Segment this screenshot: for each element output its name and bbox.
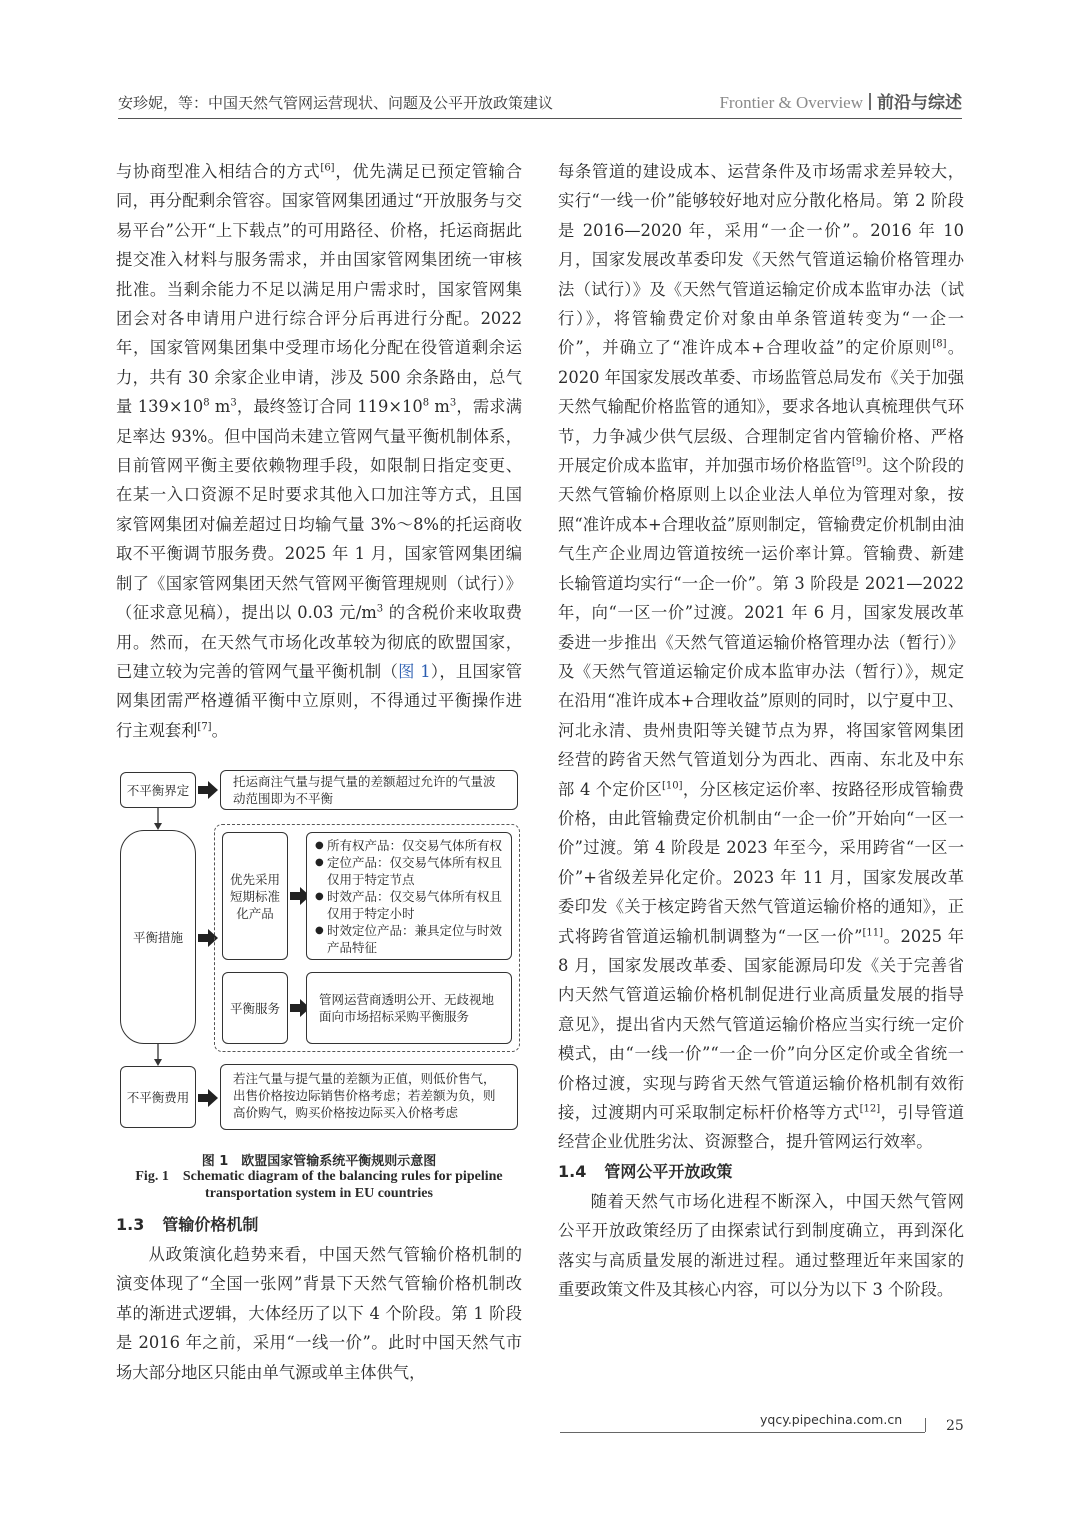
caption-en-line: transportation system in EU countries [205, 1186, 433, 1201]
header-authors-title: 安珍妮，等：中国天然气管网运营现状、问题及公平开放政策建议 [118, 94, 554, 112]
text-run: 的含税价来收取费用。然而，在天然气市场化改革较为彻底的欧盟国家，已建立较为完善的管网气量平衡机制（ [116, 603, 522, 681]
text-run: m [429, 397, 450, 417]
list-item: ● 定位产品：仅交易气体所有权且仅用于特定节点 [315, 854, 505, 888]
balancing-service-text: 管网运营商透明公开、无歧视地面向市场招标采购平衡服务 [319, 992, 495, 1024]
down-arrow-icon [154, 1044, 162, 1066]
imbalance-fee-label: 不平衡费用 [126, 1089, 190, 1105]
section-number: 1.4 [558, 1161, 587, 1181]
header-section-zh: 前沿与综述 [877, 93, 962, 113]
down-arrow-icon [154, 808, 162, 830]
section-heading-1-4 [558, 1157, 964, 1187]
header-rule [118, 118, 962, 119]
balancing-service-label: 平衡服务 [229, 1000, 280, 1016]
superscript: 3 [376, 603, 384, 615]
imbalance-definition-text-box [220, 770, 518, 810]
citation-6[interactable]: [6] [320, 162, 335, 174]
citation-12[interactable]: [12] [859, 1103, 881, 1115]
balancing-measures-label: 平衡措施 [132, 929, 183, 945]
balancing-service-text-box [306, 972, 512, 1044]
priority-products-label: 优先采用短期标准化产品 [229, 871, 280, 921]
balancing-measures-box [120, 830, 196, 1044]
footer-rule [560, 1432, 925, 1433]
paragraph: 随着天然气市场化进程不断深入，中国天然气管网公平开放政策经历了由探索试行到制度确立，再到深化落实与高质量发展的渐进过程。通过整理近年来国家的重要政策文件及其核心内容，可以分为以下 3 个阶段。 [558, 1191, 964, 1300]
page-number: 25 [946, 1418, 964, 1434]
superscript: 8 [422, 397, 430, 409]
section-number: 1.3 [116, 1215, 145, 1234]
figure-1-link[interactable]: 图 1 [398, 661, 431, 681]
text-run: 每条管道的建设成本、运营条件及市场需求差异较大，实行“一线一价”能够较好地对应分散化格局。第 2 阶段是 2016—2020 年，采用“一企一价”。2016 年 10 月，国家发展改革委印发《天然气管道运输价格管理办法（试行）》及《天然气管道运输定价成本监审办法（试行）》，将管输费定价对象由单条管道转变为“一企一价”，并确立了“准许成本+合理收益”的定价原则 [558, 162, 964, 358]
paragraph: 从政策演化趋势来看，中国天然气管输价格机制的演变体现了“全国一张网”背景下天然气管输价格机制改革的渐进式逻辑，大体经历了以下 4 个阶段。第 1 阶段是 2016 年之前，采用“一线一价”。此时中国天然气市场大部分地区只能由单气源或单主体供气， [116, 1245, 522, 1382]
text-run: 。 [211, 720, 228, 740]
citation-10[interactable]: [10] [662, 780, 683, 792]
imbalance-fee-text: 若注气量与提气量的差额为正值，则低价售气，出售价格按边际销售价格考虑；若差额为负，则高价购气，购买价格按边际买入价格考虑 [233, 1071, 496, 1120]
citation-11[interactable]: [11] [862, 927, 883, 939]
balancing-service-box [222, 972, 288, 1044]
imbalance-definition-label: 不平衡界定 [126, 782, 190, 798]
section-heading-1-3 [116, 1210, 522, 1240]
products-list [307, 833, 511, 956]
header-section-en: Frontier & Overview [719, 93, 863, 112]
running-header [118, 88, 962, 116]
citation-8[interactable]: [8] [932, 339, 947, 351]
figure-caption-zh: 图 1 欧盟国家管输系统平衡规则示意图 [201, 1154, 437, 1169]
imbalance-definition-box [120, 772, 196, 808]
imbalance-definition-text: 托运商注气量与提气量的差额超过允许的气量波动范围即为不平衡 [233, 774, 496, 806]
citation-7[interactable]: [7] [197, 721, 212, 733]
imbalance-fee-text-box [220, 1064, 518, 1130]
right-arrow-icon [198, 1088, 218, 1108]
imbalance-fee-box [120, 1066, 196, 1128]
products-list-box [306, 832, 512, 960]
section-title: 管输价格机制 [162, 1215, 259, 1234]
text-run: ，分区核定运价率、按路径形成管输费价格，由此管输费定价机制由“一企一价”开始向“一区一价”过渡。第 4 阶段是 2023 年至今，采用跨省“一区一价”+省级差异化定价。2023 年 11 月，国家发展改革委印发《关于核定跨省天然气管道运输价格的通知》，正式将跨省管道运输机制调整为“一区一价” [558, 779, 964, 946]
text-run: 。2020 年国家发展改革委、市场监管总局发布《关于加强天然气输配价格监管的通知》，要求各地认真梳理供气环节，力争减少供气层级、合理制定省内管输价格、严格开展定价成本监审，并加强市场价格监管 [558, 338, 964, 476]
superscript: 3 [449, 397, 457, 409]
paragraph [558, 157, 964, 1157]
figure-1 [116, 768, 522, 1146]
footer-url: yqcy.pipechina.com.cn [760, 1412, 903, 1427]
left-column [116, 157, 522, 745]
figure-caption-en [116, 1168, 522, 1202]
text-run: 。2025 年 8 月，国家发展改革委、国家能源局印发《关于完善省内天然气管道运输价格机制促进行业高质量发展的指导意见》，提出省内天然气管道运输价格应当实行统一定价模式，由“一线一价”“一企一价”向分区定价或全省统一价格过渡，实现与跨省天然气管道运输价格机制有效衔接，过渡期内可采取制定标杆价格等方式 [558, 926, 964, 1122]
text-run: ，最终签订合同 119×10 [236, 397, 423, 417]
list-item: ● 时效定位产品：兼具定位与时效产品特征 [315, 922, 505, 956]
text-run: 与协商型准入相结合的方式 [116, 162, 321, 181]
right-column [558, 157, 964, 1304]
text-run: ，需求满足率达 93%。但中国尚未建立管网气量平衡机制体系，目前管网平衡主要依赖物理手段，如限制日指定变更、在某一入口资源不足时要求其他入口加注等方式，且国家管网集团对偏差超过日均输气量 3%～8%的托运商收取不平衡调节服务费。2025 年 1 月，国家管网集团编制了《国家管网集团天然气管网平衡管理规则（试行）》（征求意见稿），提出以 0.03 元/m [116, 397, 522, 623]
left-column-lower [116, 1210, 522, 1387]
text-run: 。这个阶段的天然气管输价格原则上以企业法人单位为管理对象，按照“准许成本+合理收益”原则制定，管输费定价机制由油气生产企业周边管道按统一运价率计算。管输费、新建长输管道均实行“一企一价”。第 3 阶段是 2021—2022 年，向“一区一价”过渡。2021 年 6 月，国家发展改革委进一步推出《天然气管道运输价格管理办法（暂行）》及《天然气管道运输定价成本监审办法（暂行）》，规定在沿用“准许成本+合理收益”原则的同时，以宁夏中卫、河北永清、贵州贵阳等关键节点为界，将国家管网集团经营的跨省天然气管道划分为西北、西南、东北及中东部 4 个定价区 [558, 456, 964, 799]
superscript: 8 [203, 397, 210, 409]
footer-divider [925, 1418, 926, 1432]
right-arrow-icon [198, 780, 218, 800]
section-title: 管网公平开放政策 [604, 1161, 733, 1181]
paragraph [116, 157, 522, 745]
superscript: 3 [230, 397, 237, 409]
list-item: ● 所有权产品：仅交易气体所有权 [315, 837, 505, 854]
text-run: m [209, 397, 231, 417]
header-divider [869, 93, 871, 110]
text-run: ，优先满足已预定管输合同，再分配剩余管容。国家管网集团通过“开放服务与交易平台”公开“上下载点”的可用路径、价格，托运商据此提交准入材料与服务需求，并由国家管网集团统一审核批准。当剩余能力不足以满足用户需求时，国家管网集团会对各申请用户进行综合评分后再进行分配。2022 年，国家管网集团集中受理市场化分配在役管道剩余运力，共有 30 余家企业申请，涉及 500 余条路由，总气量 139×10 [116, 162, 522, 417]
caption-en-line: Fig. 1 Schematic diagram of the balancing rules for pipeline [135, 1169, 503, 1184]
list-item: ● 时效产品：仅交易气体所有权且仅用于特定小时 [315, 888, 505, 922]
text-run: ），且国家管网集团需严格遵循平衡中立原则，不得通过平衡操作进行主观套利 [116, 661, 522, 740]
priority-products-box [222, 832, 288, 960]
header-section [719, 88, 962, 113]
citation-9[interactable]: [9] [851, 456, 867, 468]
text-run: ，引导管道经营企业优胜劣汰、资源整合，提升管网运行效率。 [558, 1103, 964, 1152]
